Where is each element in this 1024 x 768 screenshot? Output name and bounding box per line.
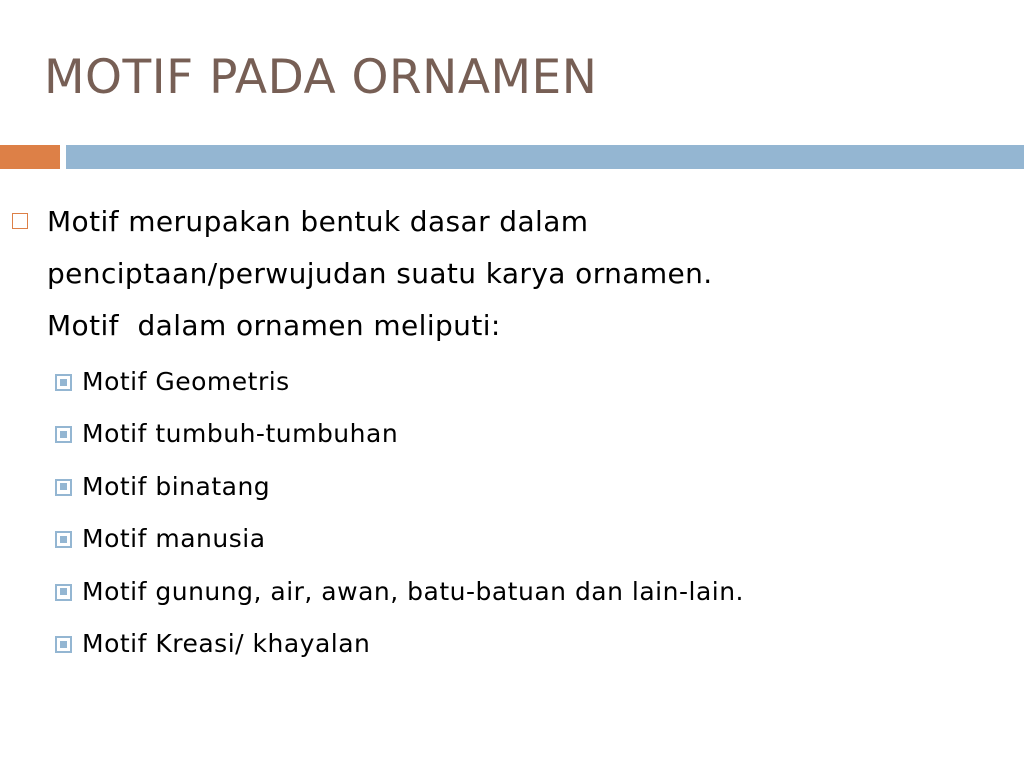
sub-bullet-item bbox=[0, 356, 1024, 408]
sub-bullet-item bbox=[0, 566, 1024, 618]
sub-bullet-item bbox=[0, 461, 1024, 513]
sub-bullet-item bbox=[0, 618, 1024, 670]
filled-square-bullet-icon bbox=[55, 531, 72, 548]
filled-square-bullet-icon bbox=[55, 374, 72, 391]
sub-bullet-list bbox=[0, 356, 1024, 670]
sub-bullet-text: Motif gunung, air, awan, batu-batuan dan lain-lain. bbox=[82, 576, 744, 606]
filled-square-bullet-icon bbox=[55, 584, 72, 601]
filled-square-bullet-icon bbox=[55, 479, 72, 496]
slide-content bbox=[0, 196, 1024, 670]
sub-bullet-text: Motif Kreasi/ khayalan bbox=[82, 629, 371, 659]
main-bullet-line: Motif merupakan bentuk dasar dalam bbox=[47, 205, 589, 238]
hollow-square-bullet-icon bbox=[12, 213, 28, 229]
sub-bullet-text: Motif tumbuh-tumbuhan bbox=[82, 419, 399, 449]
accent-bar-orange bbox=[0, 145, 60, 169]
slide-title: MOTIF PADA ORNAMEN bbox=[44, 50, 598, 105]
filled-square-bullet-icon bbox=[55, 426, 72, 443]
accent-bar-blue bbox=[66, 145, 1024, 169]
main-bullet-line: penciptaan/perwujudan suatu karya ornamen. bbox=[47, 257, 713, 290]
sub-bullet-item bbox=[0, 513, 1024, 565]
filled-square-bullet-icon bbox=[55, 636, 72, 653]
sub-bullet-text: Motif manusia bbox=[82, 524, 266, 554]
sub-bullet-item bbox=[0, 408, 1024, 460]
sub-bullet-text: Motif binatang bbox=[82, 471, 271, 501]
main-bullet-point bbox=[0, 196, 1024, 352]
main-bullet-line: Motif dalam ornamen meliputi: bbox=[47, 309, 501, 342]
sub-bullet-text: Motif Geometris bbox=[82, 367, 290, 396]
